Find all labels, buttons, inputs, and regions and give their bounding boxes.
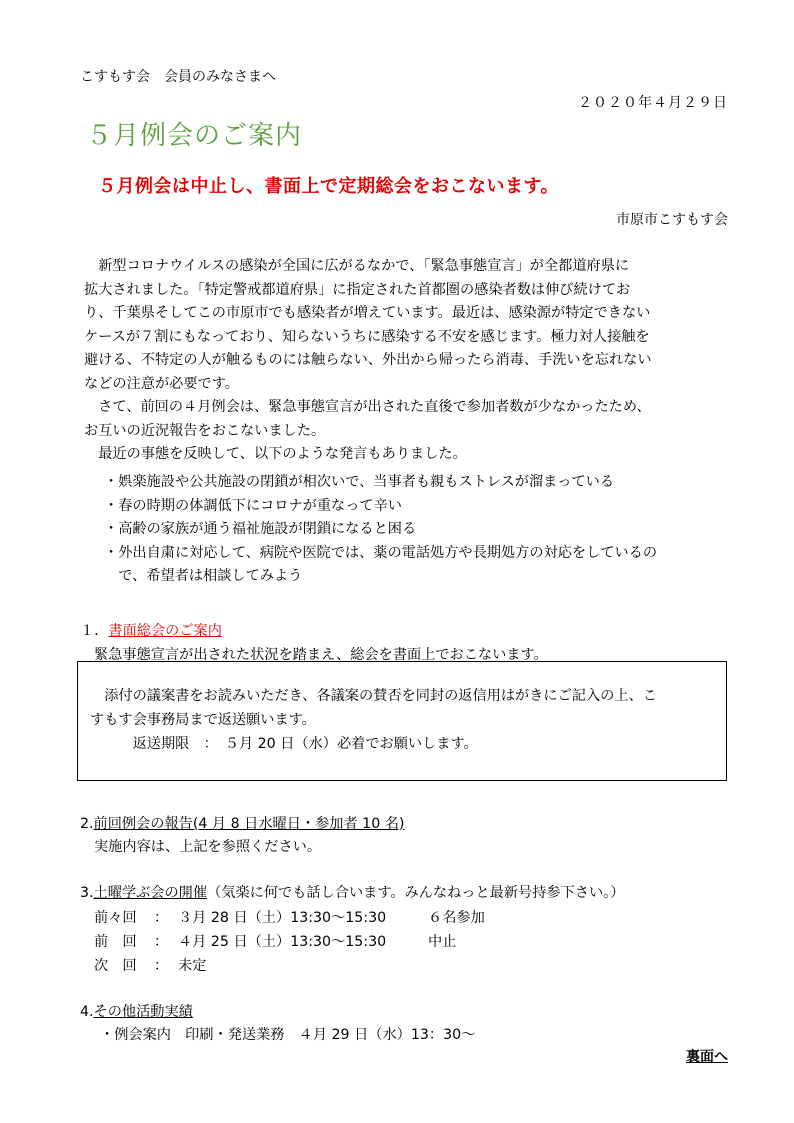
section3-number: 3. [80, 885, 94, 901]
body-line: お互いの近況報告をおこないました。 [84, 422, 326, 439]
list-item: で、希望者は相談してみよう [104, 568, 303, 584]
greeting: こすもす会 会員のみなさまへ [80, 69, 276, 85]
section3-note: （気楽に何でも話し合います。みんなねっと最新号持参下さい。） [207, 885, 625, 901]
section4-text: ・例会案内 印刷・発送業務 ４月 29 日（水）13：30～ [100, 1027, 476, 1043]
list-item: ・春の時期の体調低下にコロナが重なって辛い [104, 497, 402, 514]
list-item: ・娯楽施設や公共施設の閉鎖が相次いで、当事者も親もストレスが溜まっている [104, 474, 615, 490]
box-line: すもす会事務局まで返送願います。 [90, 712, 316, 728]
body-line: 新型コロナウイルスの感染が全国に広がるなかで、「緊急事態宣言」が全都道府県に [84, 258, 630, 274]
box-line: 返送期限 ： ５月 20 日（水）必着でお願いします。 [90, 736, 478, 752]
schedule-value: ３月 28 日（土）13:30～15:30 [178, 910, 387, 926]
section2-heading [80, 813, 404, 833]
schedule-value: ４月 25 日（土）13:30～15:30 [178, 934, 387, 950]
notice-box [77, 661, 727, 781]
list-item: ・外出自粛に対応して、病院や医院では、薬の電話処方や長期処方の対応をしているの [104, 544, 658, 561]
section3-heading [80, 882, 624, 902]
intro-body [84, 255, 730, 467]
section2-number: 2. [80, 816, 94, 832]
schedule-label: 前 回 [94, 934, 137, 950]
body-line: り、千葉県そしてこの市原市でも感染者が増えています。最近は、感染源が特定できない [84, 305, 651, 321]
remarks-list [104, 471, 734, 589]
schedule-row: 前 回 ： ４月 25 日（土）13:30～15:30 中止 [94, 930, 456, 954]
schedule-label: 次 回 [94, 958, 137, 974]
schedule-label: 前々回 [94, 910, 137, 926]
schedule-status: 中止 [428, 934, 457, 950]
page-title: ５月例会のご案内 [86, 121, 303, 151]
body-line: さて、前回の４月例会は、緊急事態宣言が出された直後で参加者数が少なかったため、 [84, 399, 651, 415]
body-line: 拡大されました。「特定警戒都道府県」に指定された首都圏の感染者数は伸び続けてお [84, 281, 631, 298]
section4-number: 4. [80, 1004, 94, 1020]
section1-heading [80, 620, 222, 640]
back-page-link[interactable]: 裏面へ [686, 1049, 728, 1065]
section4-title: その他活動実績 [93, 1004, 193, 1020]
schedule-value: 未定 [178, 958, 207, 974]
section2-text: 実施内容は、上記を参照ください。 [94, 839, 322, 855]
organization-name: 市原市こすもす会 [616, 212, 728, 228]
body-line: ケースが７割にもなっており、知らないうちに感染する不安を感じます。極力対人接触を [84, 328, 650, 345]
body-line: 避ける、不特定の人が触るものには触らない、外出から帰ったら消毒、手洗いを忘れない [84, 352, 652, 368]
section4-heading [80, 1001, 193, 1021]
section1-title: 書面総会のご案内 [108, 623, 222, 639]
list-item: ・高齢の家族が通う福祉施設が閉鎖になると困る [104, 521, 417, 537]
section2-title: 前回例会の報告(4 月 8 日水曜日・参加者 10 名) [93, 816, 405, 832]
section3-title: 土曜学ぶ会の開催 [93, 885, 208, 901]
body-line: などの注意が必要です。 [84, 375, 239, 392]
box-line: 添付の議案書をお読みいただき、各議案の賛否を同封の返信用はがきにご記入の上、こ [90, 688, 657, 704]
section1-text: 緊急事態宣言が出された状況を踏まえ、総会を書面上でおこないます。 [94, 647, 548, 663]
section1-number: １． [80, 623, 109, 639]
document-date: ２０２０年４月２９日 [578, 95, 728, 111]
body-line: 最近の事態を反映して、以下のような発言もありました。 [84, 446, 467, 462]
page-subtitle: ５月例会は中止し、書面上で定期総会をおこないます。 [98, 176, 560, 197]
schedule-row: 前々回 ： ３月 28 日（土）13:30～15:30 ６名参加 [94, 906, 485, 930]
schedule-row: 次 回 ： 未定 [94, 954, 206, 978]
schedule-status: ６名参加 [428, 910, 485, 926]
